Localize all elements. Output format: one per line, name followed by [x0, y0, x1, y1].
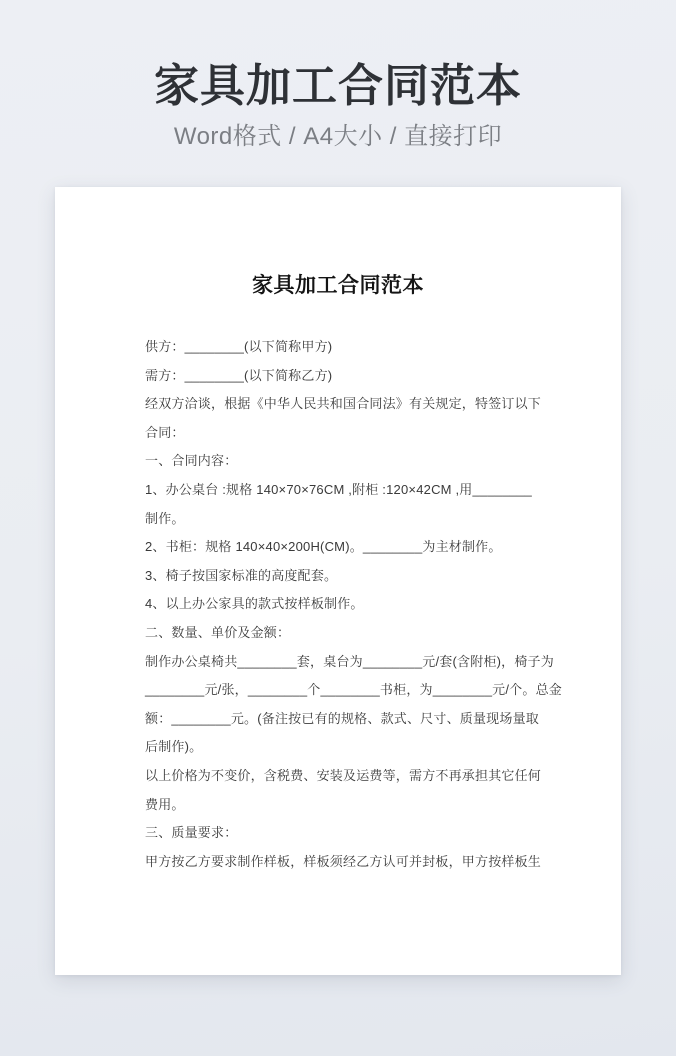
contract-line: 制作。 — [145, 510, 185, 526]
contract-line: 4、以上办公家具的款式按样板制作。 — [145, 596, 364, 612]
contract-line: 2、书柜：规格 140×40×200H(CM)。________为主材制作。 — [145, 539, 502, 555]
contract-line: 一、合同内容： — [145, 453, 238, 469]
contract-line: 以上价格为不变价，含税费、安装及运费等，需方不再承担其它任何 — [145, 767, 542, 783]
contract-line: 需方：________(以下简称乙方) — [145, 367, 333, 383]
document-page — [55, 187, 621, 975]
document-title: 家具加工合同范本 — [252, 274, 424, 297]
contract-line: 1、办公桌台 :规格 140×70×76CM ,附柜 :120×42CM ,用________ — [145, 481, 532, 497]
contract-line: 后制作)。 — [145, 739, 203, 755]
hero-banner — [0, 0, 676, 154]
contract-line: 甲方按乙方要求制作样板，样板须经乙方认可并封板，甲方按样板生 — [145, 853, 542, 869]
contract-line: 供方：________(以下简称甲方) — [145, 339, 333, 354]
contract-line: 制作办公桌椅共________套，桌台为________元/套(含附柜)，椅子为 — [145, 653, 554, 669]
contract-line: 三、质量要求： — [145, 825, 238, 841]
contract-line: 经双方洽谈，根据《中华人民共和国合同法》有关规定，特签订以下 — [145, 396, 542, 412]
contract-line: 3、椅子按国家标准的高度配套。 — [145, 567, 338, 583]
document-body — [145, 333, 562, 876]
contract-line: ________元/张，________个________书柜，为________元/个。总金 — [145, 682, 562, 698]
contract-line: 额：________元。(备注按已有的规格、款式、尺寸、质量现场量取 — [145, 710, 539, 726]
banner-title: 家具加工合同范本 — [153, 60, 522, 111]
banner-subtitle: Word格式 / A4大小 / 直接打印 — [173, 123, 503, 150]
contract-line: 费用。 — [145, 796, 185, 812]
contract-line: 合同： — [145, 424, 185, 440]
contract-line: 二、数量、单价及金额： — [145, 624, 291, 640]
